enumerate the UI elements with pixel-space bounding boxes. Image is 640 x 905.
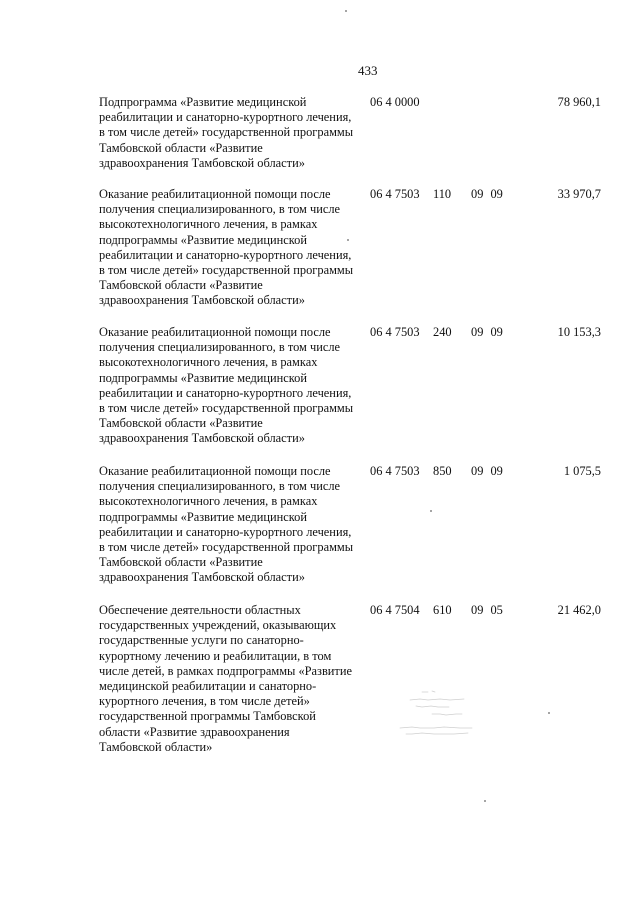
row-section-code: 09 09 [471,187,503,201]
row-amount: 10 153,3 [557,325,601,339]
row-target-code: 06 4 7503 [370,325,420,339]
row-amount: 21 462,0 [557,603,601,617]
scan-speck [347,239,349,241]
row-amount: 33 970,7 [557,187,601,201]
scan-speck [430,510,432,512]
scan-speck [345,10,347,12]
row-description: Обеспечение деятельности областных государственных учреждений, оказывающих государственные услуги по санаторно-курортному лечению и реабилитации, в том числе детей, в рамках подпрограммы «Развитие медицинской реабилитации и санаторно-курортного лечения, в том числе детей» государственной программы Тамбовской области «Развитие здравоохранения Тамбовской области» [99,603,352,754]
faded-stamp-mark [392,684,512,744]
row-description: Оказание реабилитационной помощи после получения специализированного, в том числе высокотехнологичного лечения, в рамках подпрограммы «Развитие медицинской реабилитации и санаторно-курортного лечения, в том числе детей» государственной программы Тамбовской области «Развитие здравоохранения Тамбовской области» [99,187,354,308]
row-expense-type: 850 [433,464,452,478]
page-number: 433 [358,63,378,78]
row-expense-type: 610 [433,603,452,617]
row-section-code: 09 05 [471,603,503,617]
row-description: Оказание реабилитационной помощи после получения специализированного, в том числе высокотехнологичного лечения, в рамках подпрограммы «Развитие медицинской реабилитации и санаторно-курортного лечения, в том числе детей» государственной программы Тамбовской области «Развитие здравоохранения Тамбовской области» [99,464,354,585]
row-description: Оказание реабилитационной помощи после получения специализированного, в том числе высокотехнологичного лечения, в рамках подпрограммы «Развитие медицинской реабилитации и санаторно-курортного лечения, в том числе детей» государственной программы Тамбовской области «Развитие здравоохранения Тамбовской области» [99,325,354,446]
row-amount: 78 960,1 [557,95,601,109]
row-amount: 1 075,5 [563,464,601,478]
scan-speck [484,800,486,802]
row-expense-type: 110 [433,187,452,201]
scan-speck [548,712,550,714]
row-section-code: 09 09 [471,325,503,339]
row-section-code: 09 09 [471,464,503,478]
row-expense-type: 240 [433,325,452,339]
row-target-code: 06 4 7503 [370,464,420,478]
row-target-code: 06 4 0000 [370,95,420,109]
row-description: Подпрограмма «Развитие медицинской реабилитации и санаторно-курортного лечения, в том числе детей» государственной программы Тамбовской области «Развитие здравоохранения Тамбовской области» [99,95,354,170]
row-target-code: 06 4 7503 [370,187,420,201]
row-target-code: 06 4 7504 [370,603,420,617]
